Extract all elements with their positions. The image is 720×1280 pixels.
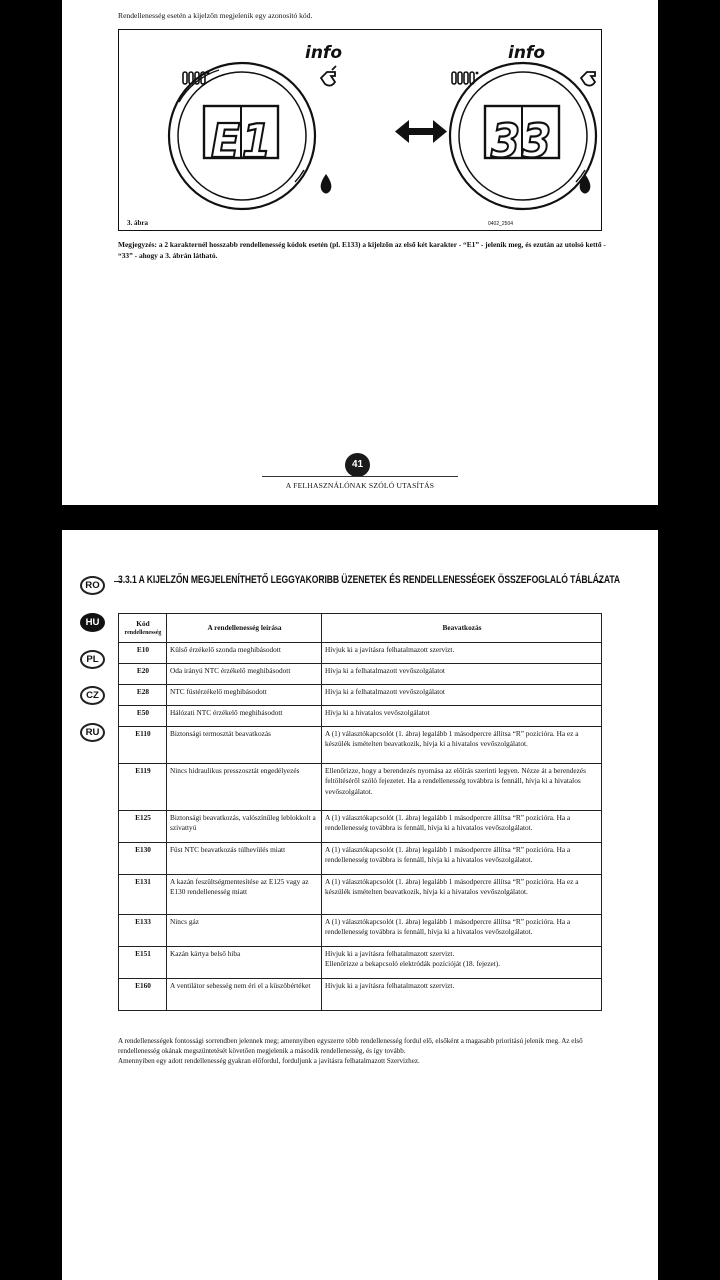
error-code: E133 bbox=[119, 915, 167, 947]
flame-drop-icon bbox=[321, 174, 332, 194]
error-description: NTC füstérzékelő meghibásodott bbox=[167, 685, 322, 706]
error-description: A ventilátor sebesség nem éri el a küszöbértéket bbox=[167, 979, 322, 1011]
header-code: Kód rendellenesség bbox=[119, 614, 167, 643]
error-description: Oda irányú NTC érzékelő meghibásodott bbox=[167, 664, 322, 685]
error-code: E20 bbox=[119, 664, 167, 685]
note-text: Megjegyzés: a 2 karakternél hosszabb rendellenesség kódok esetén (pl. E133) a kijelzőn az első két karakter - “E1” - jelenik meg, és ezután az utolsó kettő - “33” - ahogy a 3. ábrán látható. bbox=[118, 240, 606, 260]
lang-badge-ro[interactable]: RO bbox=[80, 576, 105, 595]
radiator-icon bbox=[452, 72, 478, 84]
tap-icon bbox=[581, 72, 595, 86]
error-code: E131 bbox=[119, 875, 167, 915]
table-row bbox=[119, 664, 602, 685]
error-action: A (1) választókapcsolót (1. ábra) legalább 1 másodpercre állítsa “R” pozícióra. Ha a rendellenesség továbbra is fennáll, hívja ki a hivatalos vevőszolgálatot. bbox=[322, 811, 602, 843]
error-code: E110 bbox=[119, 727, 167, 764]
left-info-label: info bbox=[305, 43, 343, 63]
error-code: E160 bbox=[119, 979, 167, 1011]
table-row bbox=[119, 643, 602, 664]
table-row bbox=[119, 947, 602, 979]
error-code: E28 bbox=[119, 685, 167, 706]
intro-text: Rendellenesség esetén a kijelzőn megjelenik egy azonosító kód. bbox=[118, 11, 313, 20]
error-code: E119 bbox=[119, 764, 167, 811]
lang-badge-hu[interactable]: HU bbox=[80, 613, 105, 632]
lang-badge-pl[interactable]: PL bbox=[80, 650, 105, 669]
figure-3 bbox=[118, 29, 602, 231]
error-action: A (1) választókapcsolót (1. ábra) legalább 1 másodpercre állítsa “R” pozícióra. Ha a rendellenesség továbbra is fennáll, hívja ki a hivatalos vevőszolgálatot. bbox=[322, 915, 602, 947]
error-code: E130 bbox=[119, 843, 167, 875]
left-display-digits: E1 bbox=[211, 114, 273, 168]
header-description: A rendellenesség leírása bbox=[167, 614, 322, 643]
error-action: A (1) választókapcsolót (1. ábra) legalább 1 másodpercre állítsa “R” pozícióra. Ha ez a készülék ismételten beavatkozik, hívja ki a hivatalos vevőszolgálatot. bbox=[322, 727, 602, 764]
error-code-table bbox=[118, 613, 602, 1011]
right-info-label: info bbox=[508, 43, 546, 63]
section-title: 3.3.1 A KIJELZŐN MEGJELENÍTHETŐ LEGGYAKORIBB ÜZENETEK ÉS RENDELLENESSÉGEK ÖSSZEFOGLALÓ TÁBLÁZATA bbox=[118, 574, 621, 586]
table-row bbox=[119, 875, 602, 915]
error-action: Hívjuk ki a javításra felhatalmazott szervizt. Ellenőrizze a bekapcsoló elektródák pozícióját (18. fejezet). bbox=[322, 947, 602, 979]
manual-page-42 bbox=[62, 530, 658, 1280]
error-action: A (1) választókapcsolót (1. ábra) legalább 1 másodpercre állítsa “R” pozícióra. Ha a rendellenesség továbbra is fennáll, hívja ki a hivatalos vevőszolgálatot. bbox=[322, 843, 602, 875]
error-description: Hálózati NTC érzékelő meghibásodott bbox=[167, 706, 322, 727]
error-description: Külső érzékelő szonda meghibásodott bbox=[167, 643, 322, 664]
error-action: Hívjuk ki a javításra felhatalmazott szervizt. bbox=[322, 643, 602, 664]
error-action: Hívja ki a felhatalmazott vevőszolgálatot bbox=[322, 685, 602, 706]
header-action: Beavatkozás bbox=[322, 614, 602, 643]
error-description: Nincs gáz bbox=[167, 915, 322, 947]
error-action: Hívjuk ki a javításra felhatalmazott szervizt. bbox=[322, 979, 602, 1011]
figure-caption: 3. ábra bbox=[127, 219, 148, 227]
error-description: Biztonsági termosztát beavatkozás bbox=[167, 727, 322, 764]
error-action: Ellenőrizze, hogy a berendezés nyomása az előírás szerinti legyen. Nézze át a berendezés feltöltéséről szóló fejezetet. Ha a rendellenesség továbbra is fennáll, hívja ki a hivatalos vevőszolgálatot. bbox=[322, 764, 602, 811]
table-row bbox=[119, 843, 602, 875]
lang-badge-ru[interactable]: RU bbox=[80, 723, 105, 742]
table-row bbox=[119, 915, 602, 947]
double-arrow-icon bbox=[395, 120, 447, 143]
error-description: A kazán feszültségmentesítése az E125 vagy az E130 rendellenesség miatt bbox=[167, 875, 322, 915]
table-row bbox=[119, 727, 602, 764]
error-action: Hívja ki a felhatalmazott vevőszolgálatot bbox=[322, 664, 602, 685]
priority-note-2: Amennyiben egy adott rendellenesség gyakran előfordul, forduljunk a javításra felhatalmazott Szervizhez. bbox=[118, 1056, 420, 1065]
error-code: E151 bbox=[119, 947, 167, 979]
display-diagram bbox=[119, 30, 601, 230]
priority-notes bbox=[118, 1037, 602, 1067]
table-row bbox=[119, 811, 602, 843]
table-row bbox=[119, 706, 602, 727]
footer-text: A FELHASZNÁLÓNAK SZÓLÓ UTASÍTÁS bbox=[285, 481, 435, 490]
tap-icon bbox=[321, 66, 336, 86]
error-description: Füst NTC beavatkozás túlhevülés miatt bbox=[167, 843, 322, 875]
table-row bbox=[119, 685, 602, 706]
lang-badge-cz[interactable]: CZ bbox=[80, 686, 105, 705]
error-description: Biztonsági beavatkozás, valószínűleg leblokkolt a szivattyú bbox=[167, 811, 322, 843]
table-row bbox=[119, 764, 602, 811]
error-action: Hívja ki a hivatalos vevőszolgálatot bbox=[322, 706, 602, 727]
footer-rule bbox=[262, 476, 458, 477]
page-number-badge: 41 bbox=[345, 453, 370, 477]
table-header-row bbox=[119, 614, 602, 643]
error-code: E50 bbox=[119, 706, 167, 727]
table-row bbox=[119, 979, 602, 1011]
error-description: Kazán kártya belső hiba bbox=[167, 947, 322, 979]
priority-note-1: A rendellenességek fontossági sorrendben jelennek meg; amennyiben egyszerre több rendellenesség fordul elő, elsőként a magasabb prioritású jelenik meg. Az első rendellenesség okának megszüntetését követően megjelenik a második rendellenesség, és így tovább. bbox=[118, 1037, 583, 1055]
error-action: A (1) választókapcsolót (1. ábra) legalább 1 másodpercre állítsa “R” pozícióra. Ha ez a készülék ismételten beavatkozik, hívja ki a hivatalos vevőszolgálatot. bbox=[322, 875, 602, 915]
error-code: E125 bbox=[119, 811, 167, 843]
error-description: Nincs hidraulikus presszosztát engedélyezés bbox=[167, 764, 322, 811]
error-code: E10 bbox=[119, 643, 167, 664]
manual-page-41 bbox=[62, 0, 658, 505]
flame-drop-icon bbox=[580, 174, 591, 194]
figure-code: 0402_2504 bbox=[488, 221, 514, 227]
right-display-digits: 33 bbox=[491, 114, 553, 168]
